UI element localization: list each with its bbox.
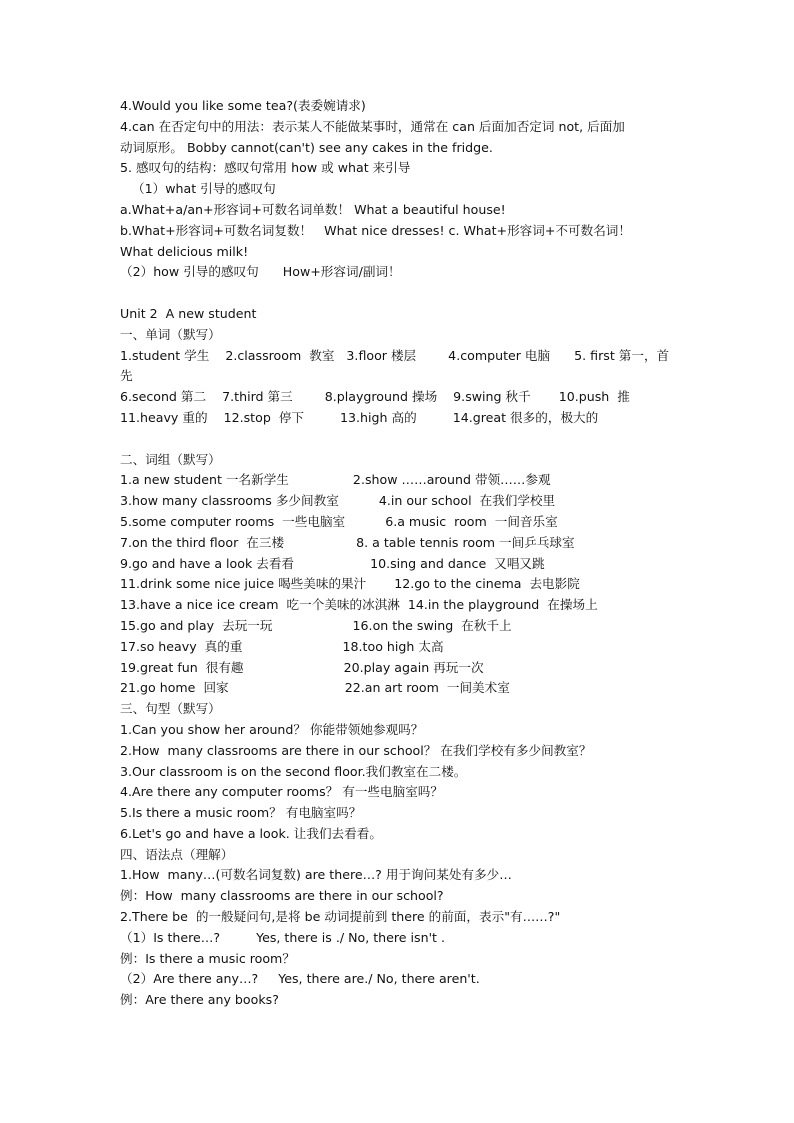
text-line: （2）how 引导的感叹句 How+形容词/副词！ — [120, 264, 401, 280]
text-line: 一、单词（默写） — [120, 326, 221, 342]
text-line: 9.go and have a look 去看看 10.sing and dance 又唱又跳 — [120, 555, 545, 571]
text-line: 1.How many…(可数名词复数) are there…? 用于询问某处有多少… — [120, 867, 512, 883]
text-line: 7.on the third floor 在三楼 8. a table tennis room 一间乒乓球室 — [120, 534, 575, 550]
text-line: 4.can 在否定句中的用法：表示某人不能做某事时，通常在 can 后面加否定词 not, 后面加 — [120, 118, 625, 134]
text-line: 11.drink some nice juice 喝些美味的果汁 12.go to the cinema 去电影院 — [120, 576, 580, 592]
text-line: 19.great fun 很有趣 20.play again 再玩一次 — [120, 659, 484, 675]
text-line: 11.heavy 重的 12.stop 停下 13.high 高的 14.great 很多的，极大的 — [120, 409, 599, 425]
text-line: 6.second 第二 7.third 第三 8.playground 操场 9.swing 秋千 10.push 推 — [120, 389, 630, 405]
text-line: 2.There be 的一般疑问句,是将 be 动词提前到 there 的前面，表示"有……?" — [120, 909, 561, 925]
text-line: a.What+a/an+形容词+可数名词单数！ What a beautiful house! — [120, 201, 506, 217]
text-line: （1）Is there…? Yes, there is ./ No, there isn't . — [120, 929, 445, 945]
text-line: （1）what 引导的感叹句 — [120, 181, 276, 197]
text-line: 4.Would you like some tea?(表委婉请求) — [120, 98, 366, 113]
text-line: 四、语法点（理解） — [120, 846, 234, 862]
document-page — [120, 96, 680, 1011]
text-line: 17.so heavy 真的重 18.too high 太高 — [120, 638, 444, 654]
text-line: 1.Can you show her around？ 你能带领她参观吗？ — [120, 721, 424, 737]
text-line: 3.Our classroom is on the second floor.我们教室在二楼。 — [120, 763, 467, 779]
text-line: 5.Is there a music room？ 有电脑室吗？ — [120, 805, 362, 821]
text-line: 21.go home 回家 22.an art room 一间美术室 — [120, 680, 510, 696]
text-line: 2.How many classrooms are there in our school？ 在我们学校有多少间教室？ — [120, 742, 592, 758]
blank-line — [120, 429, 680, 450]
text-line: Unit 2 A new student — [120, 305, 257, 321]
text-line: 3.how many classrooms 多少间教室 4.in our school 在我们学校里 — [120, 493, 556, 509]
text-line: 二、词组（默写） — [120, 451, 221, 467]
text-line: 动词原形。 Bobby cannot(can't) see any cakes in the fridge. — [120, 139, 493, 155]
text-line: 5.some computer rooms 一些电脑室 6.a music room 一间音乐室 — [120, 513, 558, 529]
text-line: 例：Is there a music room？ — [120, 950, 295, 966]
text-line: （2）Are there any…? Yes, there are./ No, there aren't. — [120, 971, 480, 987]
text-line: 例：How many classrooms are there in our school? — [120, 888, 444, 904]
text-line: 1.student 学生 2.classroom 教室 3.floor 楼层 4.computer 电脑 5. first 第一，首 — [120, 347, 670, 363]
text-line: What delicious milk! — [120, 243, 249, 259]
text-line: 5. 感叹句的结构：感叹句常用 how 或 what 来引导 — [120, 160, 411, 176]
text-line: 15.go and play 去玩一玩 16.on the swing 在秋千上 — [120, 617, 512, 633]
text-line: 6.Let's go and have a look. 让我们去看看。 — [120, 825, 382, 841]
text-line: b.What+形容词+可数名词复数！ What nice dresses! c. What+形容词+不可数名词！ — [120, 222, 631, 238]
text-line: 4.Are there any computer rooms？ 有一些电脑室吗？ — [120, 784, 443, 800]
text-line: 三、句型（默写） — [120, 701, 221, 717]
blank-line — [120, 283, 680, 304]
text-line: 1.a new student 一名新学生 2.show ……around 带领……参观 — [120, 472, 551, 488]
text-line: 例：Are there any books? — [120, 992, 279, 1008]
text-line: 先 — [120, 368, 133, 384]
text-line: 13.have a nice ice cream 吃一个美味的冰淇淋 14.in the playground 在操场上 — [120, 597, 598, 613]
